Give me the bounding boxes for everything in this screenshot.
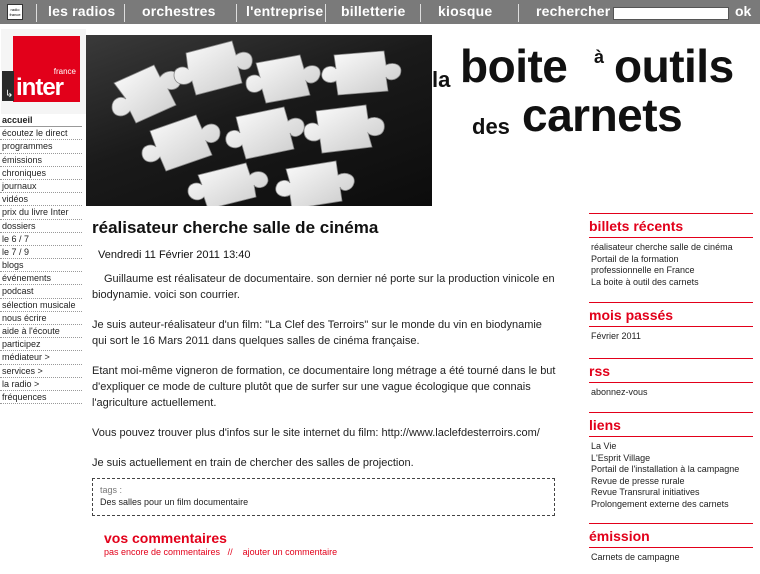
sidebar-heading-emission: émission — [589, 523, 753, 547]
left-nav-nous-ecrire[interactable]: nous écrire — [0, 312, 82, 325]
sidebar-heading-rss: rss — [589, 358, 753, 382]
sidebar-external-link[interactable]: Revue de presse rurale — [591, 475, 685, 486]
left-nav-journaux[interactable]: journaux — [0, 180, 82, 193]
nav-l-entreprise[interactable]: l'entreprise — [246, 3, 324, 19]
article-date: Vendredi 11 Février 2011 13:40 — [98, 249, 251, 261]
sidebar-month-link[interactable]: Février 2011 — [591, 331, 641, 341]
nav-separator — [236, 4, 237, 22]
header-puzzle-image — [86, 35, 432, 206]
sidebar-heading-mois: mois passés — [589, 302, 753, 326]
left-nav-evenements[interactable]: événements — [0, 272, 82, 285]
left-nav-ecoutez-le-direct[interactable]: écoutez le direct — [0, 127, 82, 140]
sidebar-emission — [589, 523, 753, 564]
sidebar-emission-link[interactable]: Carnets de campagne — [591, 552, 680, 562]
nav-kiosque[interactable]: kiosque — [438, 3, 493, 19]
left-nav-le-7-9[interactable]: le 7 / 9 — [0, 246, 82, 259]
logo-hook-icon: ↳ — [5, 89, 14, 100]
search-label: rechercher — [536, 3, 611, 19]
logo-france-text: france — [53, 67, 76, 76]
sidebar-heading-billets: billets récents — [589, 213, 753, 237]
search-ok-button[interactable]: ok — [735, 3, 752, 19]
left-nav-dossiers[interactable]: dossiers — [0, 220, 82, 233]
nav-separator — [124, 4, 125, 22]
sidebar-billet-link[interactable]: réalisateur cherche salle de cinéma — [591, 242, 733, 252]
comments-section — [104, 530, 337, 557]
sidebar-external-link[interactable]: Portail de l'installation à la campagne — [591, 464, 740, 474]
sidebar-billet-link[interactable]: La boite à outil des carnets — [591, 276, 699, 287]
blog-article — [92, 218, 557, 485]
left-nav-videos[interactable]: vidéos — [0, 193, 82, 206]
site-title-des: des — [472, 114, 510, 139]
france-inter-logo[interactable] — [1, 29, 86, 114]
nav-les-radios[interactable]: les radios — [48, 3, 116, 19]
left-nav-programmes[interactable]: programmes — [0, 140, 82, 153]
search-input[interactable] — [613, 7, 729, 20]
left-nav-services[interactable]: services > — [0, 365, 82, 378]
nav-separator — [36, 4, 37, 22]
left-nav-accueil[interactable]: accueil — [0, 114, 82, 127]
nav-orchestres[interactable]: orchestres — [142, 3, 216, 19]
rss-subscribe-link[interactable]: abonnez-vous — [591, 387, 648, 397]
left-nav-prix-du-livre-inter[interactable]: prix du livre Inter — [0, 206, 82, 219]
left-nav-la-radio[interactable]: la radio > — [0, 378, 82, 391]
left-nav-aide-a-l-ecoute[interactable]: aide à l'écoute — [0, 325, 82, 338]
sidebar-liens — [589, 412, 753, 510]
sidebar-billet-link[interactable]: Portail de la formation professionnelle en France — [591, 253, 695, 275]
left-nav-podcast[interactable]: podcast — [0, 285, 82, 298]
comments-title: vos commentaires — [104, 530, 227, 546]
left-nav-le-6-7[interactable]: le 6 / 7 — [0, 233, 82, 246]
sidebar-external-link[interactable]: Revue Transrural initiatives — [591, 487, 700, 497]
left-nav-participez[interactable]: participez — [0, 338, 82, 351]
tag-link[interactable]: Des salles pour un film documentaire — [100, 497, 249, 507]
sidebar-rss — [589, 358, 753, 399]
left-nav-selection-musicale[interactable]: sélection musicale — [0, 299, 82, 312]
comments-separator: // — [227, 547, 233, 557]
sidebar-external-link[interactable]: Prolongement externe des carnets — [591, 498, 729, 509]
site-title-la: la — [432, 67, 451, 92]
left-nav-blogs[interactable]: blogs — [0, 259, 82, 272]
radio-france-logo[interactable]: radio france — [7, 4, 23, 20]
sidebar-heading-liens: liens — [589, 412, 753, 436]
article-paragraph: Etant moi-même vigneron de formation, ce documentaire long métrage a été tourné dans le but d'expliquer ce mode de culture plutôt que de surfer sur une vague écologique que connais l'agriculture actuellement. — [92, 365, 556, 409]
article-paragraph: Je suis auteur-réalisateur d'un film: "La Clef des Terroirs" sur le monde du vin en biodynamie qui sort le 16 Mars 2011 dans quelques salles de cinéma française. — [92, 319, 542, 347]
left-nav-chroniques[interactable]: chroniques — [0, 167, 82, 180]
sidebar-external-link[interactable]: La Vie — [591, 441, 617, 451]
logo-inter-text: inter — [16, 74, 64, 101]
article-paragraph: Guillaume est réalisateur de documentaire. son dernier né porte sur la production vinicole en biodynamie. voici son courrier. — [92, 273, 555, 301]
article-title[interactable]: réalisateur cherche salle de cinéma — [92, 218, 379, 237]
article-paragraph: Je suis actuellement en train de chercher des salles de projection. — [92, 457, 414, 469]
tags-label: tags : — [100, 485, 123, 495]
sidebar-mois-passes — [589, 302, 753, 343]
site-title-outils: outils — [614, 40, 734, 92]
nav-billetterie[interactable]: billetterie — [341, 3, 406, 19]
no-comments-link[interactable]: pas encore de commentaires — [104, 547, 221, 557]
top-navigation-bar — [0, 0, 760, 24]
tags-box — [92, 478, 555, 516]
add-comment-link[interactable]: ajouter un commentaire — [242, 547, 338, 557]
left-navigation — [0, 114, 82, 404]
logo-dark-bar — [2, 71, 14, 101]
left-nav-mediateur[interactable]: médiateur > — [0, 351, 82, 364]
site-title-carnets: carnets — [522, 89, 683, 141]
site-title-boite: boite — [460, 40, 568, 92]
article-paragraph: Vous pouvez trouver plus d'infos sur le site internet du film: http://www.laclefdesterroirs.com/ — [92, 427, 540, 439]
puzzle-pieces-illustration — [86, 35, 432, 206]
nav-separator — [518, 4, 519, 22]
sidebar-billets-recents — [589, 213, 753, 288]
nav-separator — [420, 4, 421, 22]
comments-links — [104, 547, 337, 557]
left-nav-emissions[interactable]: émissions — [0, 154, 82, 167]
site-title-a: à — [594, 47, 605, 67]
logo-red-square — [13, 36, 80, 102]
left-nav-frequences[interactable]: fréquences — [0, 391, 82, 404]
nav-separator — [325, 4, 326, 22]
sidebar-external-link[interactable]: L'Esprit Village — [591, 452, 651, 463]
